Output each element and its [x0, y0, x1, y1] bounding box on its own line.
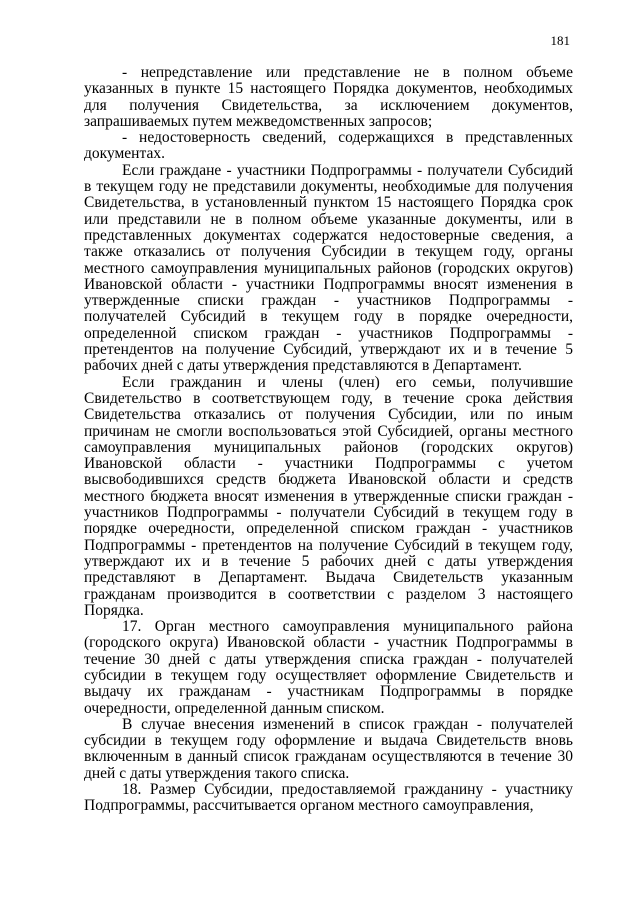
paragraph: 18. Размер Субсидии, предоставляемой гражданину - участнику Подпрограммы, рассчитывается органом местного самоуправления, [84, 781, 573, 815]
document-body [84, 65, 573, 815]
paragraph: В случае внесения изменений в список граждан - получателей субсидии в текущем году оформление и выдача Свидетельств вновь включенным в данный список гражданам осуществляются в течение 30 дней с даты утверждения такого списка. [84, 715, 573, 782]
paragraph: Если граждане - участники Подпрограммы - получатели Субсидий в текущем году не представили документы, необходимые для получения Свидетельства, в установленный пунктом 15 настоящего Порядка срок или представили не в полном объеме указанные документы, или в представленных документах содержатся недостоверные сведения, а также отказались от получения Субсидии в текущем году, органы местного самоуправления муниципальных районов (городских округов) Ивановской области - участники Подпрограммы вносят изменения в утвержденные списки граждан - участников Подпрограммы - получателей Субсидий в текущем году в порядке очередности, определенной списком граждан - участников Подпрограммы - претендентов на получение Субсидий, утверждают их и в течение 5 рабочих дней с даты утверждения представляются в Департамент. [84, 161, 573, 375]
paragraph: Если гражданин и члены (член) его семьи, получившие Свидетельство в соответствующем году, в течение срока действия Свидетельства отказались от получения Субсидии, или по иным причинам не смогли воспользоваться этой Субсидией, органы местного самоуправления муниципальных районов (городских округов) Ивановской области - участники Подпрограммы с учетом высвободившихся средств бюджета Ивановской области и средств местного бюджета вносят изменения в утвержденные списки граждан - участников Подпрограммы - получатели Субсидий в текущем году в порядке очередности, определенной списком граждан - участников Подпрограммы - претендентов на получение Субсидий в текущем году, утверждают их и в течение 5 рабочих дней с даты утверждения представляют в Департамент. Выдача Свидетельств указанным гражданам производится в соответствии с разделом 3 настоящего Порядка. [84, 373, 573, 619]
paragraph: - непредставление или представление не в полном объеме указанных в пункте 15 настоящего Порядка документов, необходимых для получения Свидетельства, за исключением документов, запрашиваемых путем межведомственных запросов; [84, 64, 573, 130]
paragraph: 17. Орган местного самоуправления муниципального района (городского округа) Ивановской области - участник Подпрограммы в течение 30 дней с даты утверждения списка граждан - получателей субсидии в текущем году осуществляет оформление Свидетельств и выдачу их гражданам - участникам Подпрограммы в порядке очередности, определенной данным списком. [84, 618, 573, 717]
page-number: 181 [550, 33, 570, 48]
paragraph: - недостоверность сведений, содержащихся в представленных документах. [84, 129, 573, 163]
